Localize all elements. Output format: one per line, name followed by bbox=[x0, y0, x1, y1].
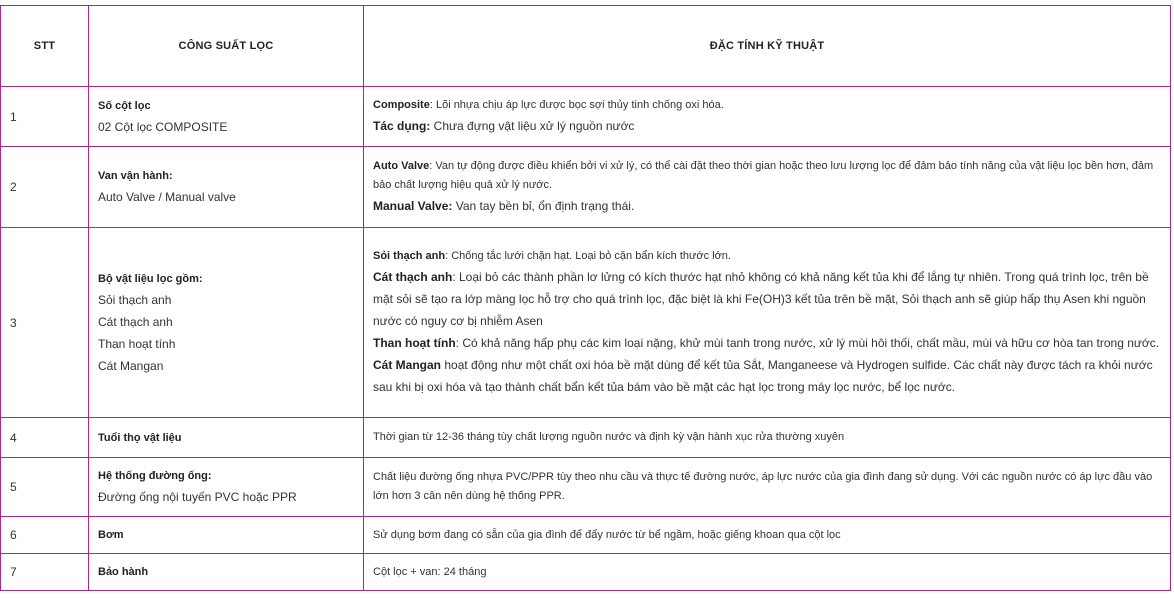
row-title: Tuổi thọ vật liệu bbox=[98, 431, 182, 444]
table-row bbox=[1, 418, 1171, 458]
spec-key: Manual Valve: bbox=[373, 199, 453, 213]
spec-text: Cột lọc + van: 24 tháng bbox=[373, 565, 487, 578]
row-value: Cát thạch anh bbox=[98, 314, 173, 329]
table-row bbox=[1, 554, 1171, 591]
row-capacity bbox=[89, 418, 364, 458]
header-specs: ĐẶC TÍNH KỸ THUẬT bbox=[364, 6, 1171, 87]
row-title: Bảo hành bbox=[98, 566, 149, 578]
spec-text: Van tay bền bỉ, ổn định trạng thái. bbox=[452, 199, 635, 213]
row-specs bbox=[364, 458, 1171, 517]
row-stt: 3 bbox=[1, 228, 89, 418]
row-capacity bbox=[89, 458, 364, 517]
spec-text: Chất liệu đường ống nhựa PVC/PPR tùy theo nhu cầu và thực tế đường nước, áp lực nước của gia đình đang sử dụng. Với các nguồn nước có áp lực đầu vào lớn hơn 3 cân nên dùng hệ thống PPR. bbox=[373, 471, 1153, 502]
header-capacity: CÔNG SUẤT LỌC bbox=[89, 6, 364, 87]
spec-key: Cát Mangan bbox=[373, 358, 442, 372]
row-title: Bơm bbox=[98, 529, 124, 541]
spec-key: Tác dụng: bbox=[373, 119, 431, 133]
row-title: Van vận hành: bbox=[98, 170, 173, 182]
row-capacity bbox=[89, 554, 364, 591]
table-row bbox=[1, 517, 1171, 554]
spec-key: Composite bbox=[373, 99, 430, 111]
spec-text: Thời gian từ 12-36 tháng tùy chất lượng nguồn nước và định kỳ vận hành xục rửa thường xuyên bbox=[373, 431, 845, 443]
row-specs bbox=[364, 418, 1171, 458]
row-stt: 5 bbox=[1, 458, 89, 517]
row-stt: 4 bbox=[1, 418, 89, 458]
row-stt: 6 bbox=[1, 517, 89, 554]
row-value: Than hoạt tính bbox=[98, 336, 176, 351]
spec-table bbox=[0, 5, 1171, 591]
row-capacity bbox=[89, 517, 364, 554]
spec-key: Auto Valve bbox=[373, 160, 430, 172]
row-capacity bbox=[89, 87, 364, 147]
row-capacity bbox=[89, 228, 364, 418]
row-value: 02 Cột lọc COMPOSITE bbox=[98, 119, 228, 134]
row-capacity bbox=[89, 147, 364, 228]
row-value: Sỏi thạch anh bbox=[98, 292, 172, 307]
spec-text: : Loại bỏ các thành phần lơ lửng có kích thước hạt nhỏ không có khả năng kết tủa khi để lắng tự nhiên. Trong quá trình lọc, trên bề mặt sỏi sẽ tạo ra lớp màng lọc hỗ trợ cho quá trình lọc, đặc biệt là khi Fe(OH)3 kết tủa trên bề mặt, Sỏi thạch anh sẽ giúp hấp thụ Asen khi nguồn nước có nguy cơ bị nhiễm Asen bbox=[373, 270, 1149, 328]
spec-key: Sỏi thạch anh bbox=[373, 250, 446, 262]
row-specs bbox=[364, 517, 1171, 554]
spec-text: : Có khả năng hấp phụ các kim loại nặng, khử mùi tanh trong nước, xử lý mùi hôi thối, chất mầu, mùi và hữu cơ hòa tan trong nước. bbox=[455, 336, 1160, 350]
row-value: Đường ống nội tuyến PVC hoặc PPR bbox=[98, 490, 297, 504]
spec-text: : Van tự động được điều khiển bởi vi xử lý, có thể cài đặt theo thời gian hoặc theo lưu lượng lọc để đảm bảo tính năng của vật liệu lọc bền hơn, đảm bảo chất lượng hiệu quả xử lý nước. bbox=[373, 160, 1154, 191]
row-stt: 7 bbox=[1, 554, 89, 591]
row-stt: 2 bbox=[1, 147, 89, 228]
table-row bbox=[1, 228, 1171, 418]
row-title: Số cột lọc bbox=[98, 99, 151, 112]
row-specs bbox=[364, 554, 1171, 591]
row-title: Hệ thống đường ống: bbox=[98, 470, 212, 482]
row-specs bbox=[364, 147, 1171, 228]
table-row bbox=[1, 458, 1171, 517]
row-value: Auto Valve / Manual valve bbox=[98, 190, 236, 204]
header-stt: STT bbox=[1, 6, 89, 87]
spec-text: Chưa đựng vật liệu xử lý nguồn nước bbox=[430, 119, 635, 133]
spec-key: Than hoạt tính bbox=[373, 336, 456, 350]
spec-text: Sử dụng bơm đang có sẵn của gia đình để đẩy nước từ bể ngầm, hoặc giếng khoan qua cột lọc bbox=[373, 528, 841, 541]
row-value: Cát Mangan bbox=[98, 358, 164, 373]
table-row bbox=[1, 147, 1171, 228]
spec-text: : Chống tắc lưới chặn hạt. Loại bỏ cặn bẩn kích thước lớn. bbox=[445, 250, 731, 262]
row-specs bbox=[364, 87, 1171, 147]
table-row bbox=[1, 87, 1171, 147]
spec-text: hoạt động như một chất oxi hóa bề mặt dùng để kết tủa Sắt, Manganeese và Hydrogen sulfide. Các chất này được tách ra khỏi nước sau khi bị oxi hóa và tạo thành chất bẩn kết tủa bám vào bề mặt các hạt lọc trong máy lọc nước, bể lọc nước. bbox=[373, 358, 1153, 394]
spec-text: : Lõi nhựa chịu áp lực được bọc sợi thủy tinh chống oxi hóa. bbox=[429, 99, 724, 111]
spec-key: Cát thạch anh bbox=[373, 270, 453, 284]
row-specs bbox=[364, 228, 1171, 418]
row-title: Bộ vật liệu lọc gồm: bbox=[98, 272, 203, 285]
row-stt: 1 bbox=[1, 87, 89, 147]
header-row bbox=[1, 6, 1171, 87]
